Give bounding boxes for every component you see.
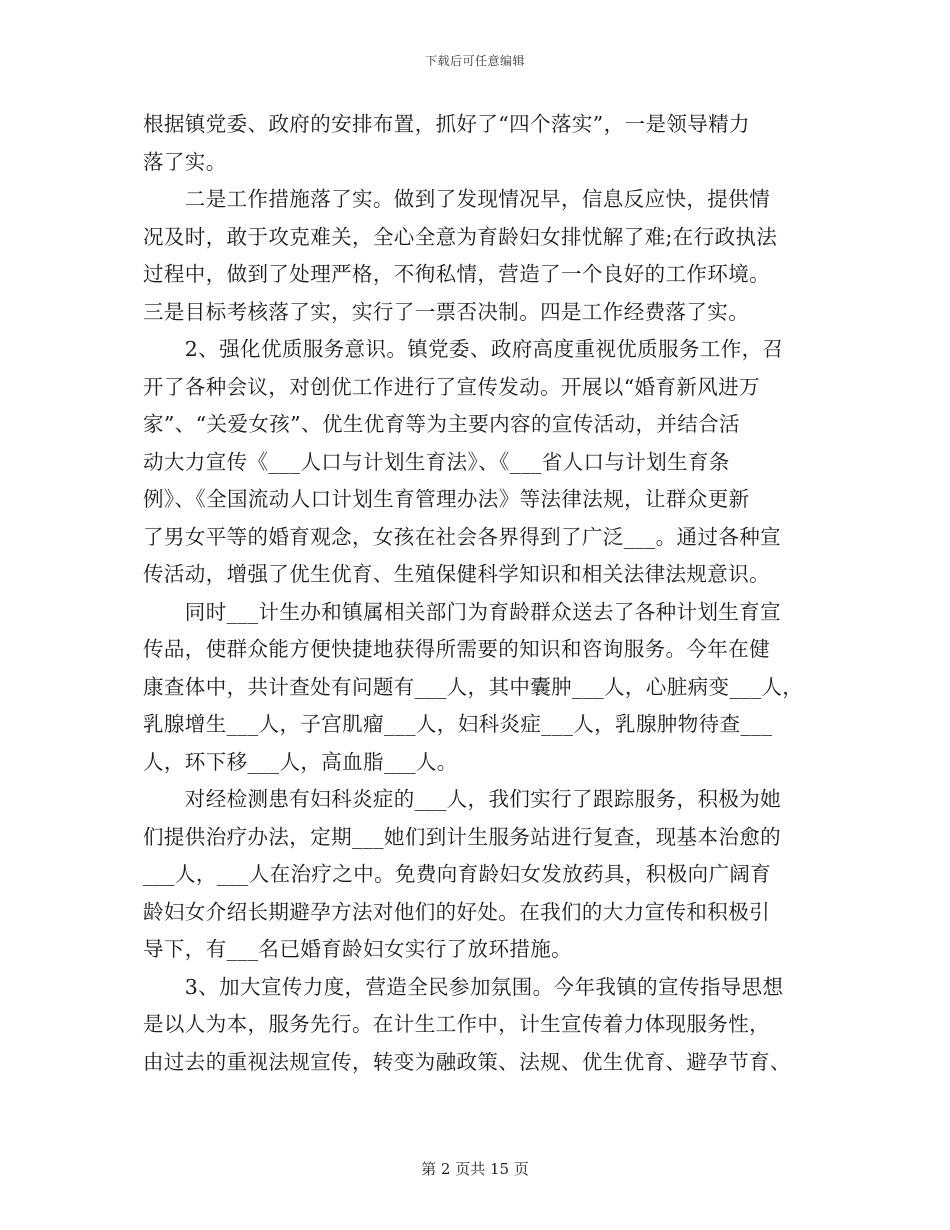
body-line: 传品，使群众能方便快捷地获得所需要的知识和咨询服务。今年在健 [143,637,770,661]
body-line: 是以人为本，服务先行。在计生工作中，计生宣传着力体现服务性， [143,1012,770,1036]
page-number-footer: 第 2 页共 15 页 [421,1160,529,1178]
body-line: 同时___计生办和镇属相关部门为育龄群众送去了各种计划生育宣 [143,599,782,624]
body-line: 例》、《全国流动人口计划生育管理办法》等法律法规，让群众更新 [143,487,750,511]
body-line: 由过去的重视法规宣传，转变为融政策、法规、优生优育、避孕节育、 [143,1049,791,1074]
body-line: 三是目标考核落了实，实行了一票否决制。四是工作经费落了实。 [143,299,750,324]
body-line: 开了各种会议，对创优工作进行了宣传发动。开展以“婚育新风进万 [143,374,760,399]
body-line: 人，环下移___人，高血脂___人。 [143,749,458,774]
body-line: 了男女平等的婚育观念，女孩在社会各界得到了广泛___。通过各种宣 [143,524,782,549]
body-line: 传活动，增强了优生优育、生殖保健科学知识和相关法律法规意识。 [143,562,770,586]
body-line: 家”、“关爱女孩”、优生优育等为主要内容的宣传活动，并结合活 [143,412,740,436]
document-body [143,106,807,1081]
body-line: 根据镇党委、政府的安排布置，抓好了“四个落实”，一是领导精力 [143,112,750,136]
body-line: 对经检测患有妇科炎症的___人，我们实行了跟踪服务，积极为她 [143,787,782,811]
body-line: ___人，___人在治疗之中。免费向育龄妇女发放药具，积极向广阔育 [143,862,772,886]
body-line: 龄妇女介绍长期避孕方法对他们的好处。在我们的大力宣传和积极引 [143,899,770,924]
body-line: 乳腺增生___人，子宫肌瘤___人，妇科炎症___人，乳腺肿物待查___ [143,712,773,736]
body-line: 们提供治疗办法，定期___她们到计生服务站进行复查，现基本治愈的 [143,824,782,849]
body-line: 2、强化优质服务意识。镇党委、政府高度重视优质服务工作，召 [143,337,784,361]
body-line: 康查体中，共计查处有问题有___人，其中囊肿___人，心脏病变___人， [143,674,804,699]
body-line: 导下，有___名已婚育龄妇女实行了放环措施。 [143,937,573,961]
body-line: 过程中，做到了处理严格，不徇私情，营造了一个良好的工作环境。 [143,262,770,286]
body-line: 3、加大宣传力度，营造全民参加氛围。今年我镇的宣传指导思想 [143,974,784,999]
body-line: 二是工作措施落了实。做到了发现情况早，信息反应快，提供情 [143,187,770,211]
body-line: 动大力宣传《___人口与计划生育法》、《___省人口与计划生育条 [143,449,730,474]
body-line: 况及时，敢于攻克难关，全心全意为育龄妇女排忧解了难;在行政执法 [143,224,778,249]
page-header-note: 下载后可任意编辑 [424,54,525,68]
body-line: 落了实。 [143,149,227,174]
